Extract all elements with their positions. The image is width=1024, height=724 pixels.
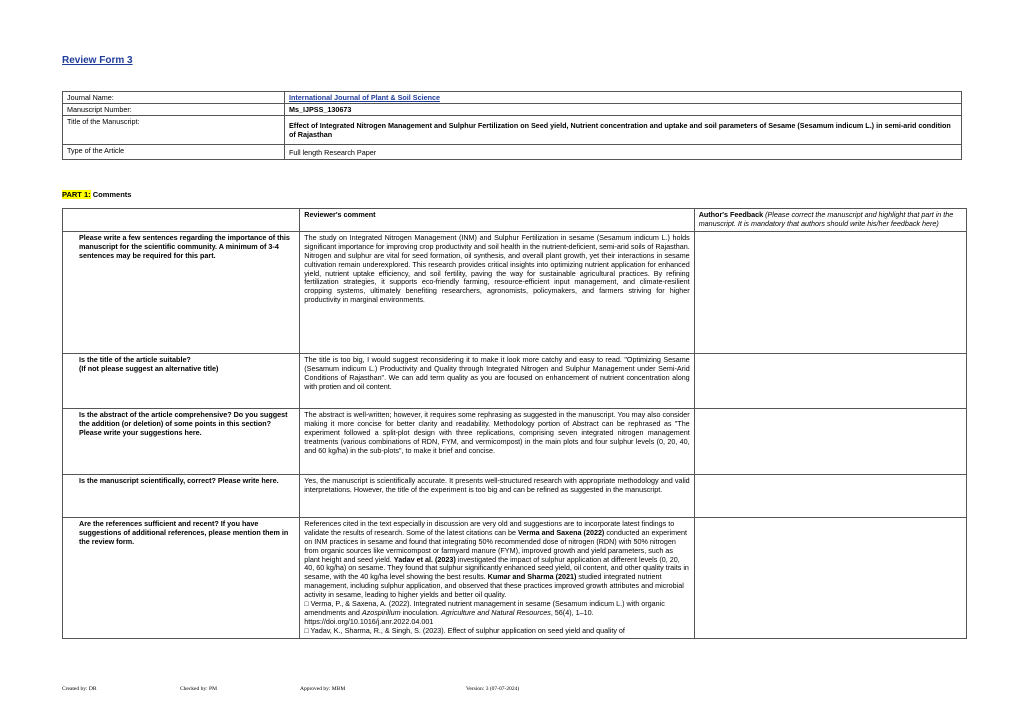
author-feedback-header-title: Author's Feedback xyxy=(698,210,764,219)
table-row xyxy=(63,145,962,160)
footer-checked-by: Checked by: PM xyxy=(180,686,217,692)
reviewer-comment-header: Reviewer's comment xyxy=(300,209,694,232)
journal-link[interactable]: International Journal of Plant & Soil Science xyxy=(289,93,440,102)
table-row xyxy=(63,104,962,116)
text-run: , 56(4), 1–10. https://doi.org/10.1016/j.anr.2022.04.001 xyxy=(304,608,594,626)
text-run: □ Verma, P., & Saxena, A. (2022). Integrated nutrient management in sesame (Sesamum indicum L.) with organic amendments and xyxy=(304,599,665,618)
table-row xyxy=(63,92,962,104)
manuscript-number-value: Ms_IJPSS_130673 xyxy=(285,104,962,116)
text-run: Azospirillum xyxy=(361,608,401,618)
question-cell: Is the title of the article suitable? (If not please suggest an alternative title) xyxy=(63,353,300,408)
comment-cell: The abstract is well-written; however, it requires some rephrasing as suggested in the manuscript. You may also consider making it more concise for better clarity and readability. Methodology portion of Abstract can be rephrased as "The experiment followed a split-plot design with three replications, comprising seven integrated nitrogen management treatments (various combinations of RDN, FYM, and vermicompost) in the main plots and four sulphur levels (0, 20, 40, and 60 kg/ha) in the sub-plots", to make it brief and concise. xyxy=(300,408,694,474)
header-row xyxy=(63,209,967,232)
reference-entry xyxy=(304,600,689,627)
references-paragraph xyxy=(304,520,689,600)
comments-table xyxy=(62,208,967,639)
manuscript-number-label: Manuscript Number: xyxy=(63,104,285,116)
text-run: investigated the impact of sulphur application at different levels (0, 20, 40, 60 kg/ha) on sesame. They found that sulphur significantly enhanced seed yield, oil content, and other quality traits in sesame, with the 40 kg/ha level showing the best results. xyxy=(304,554,689,582)
journal-label: Journal Name: xyxy=(63,92,285,104)
author-feedback-cell[interactable] xyxy=(694,408,966,474)
author-feedback-header xyxy=(694,209,966,232)
author-feedback-cell[interactable] xyxy=(694,353,966,408)
text-run: Agriculture and Natural Resources xyxy=(440,608,551,618)
question-cell: Is the manuscript scientifically, correct? Please write here. xyxy=(63,474,300,517)
question-cell: Is the abstract of the article comprehensive? Do you suggest the addition (or deletion) of some points in this section? Please write your suggestions here. xyxy=(63,408,300,474)
table-row xyxy=(63,408,967,474)
text-run: inoculation. xyxy=(400,608,441,618)
author-feedback-cell[interactable] xyxy=(694,231,966,353)
question-cell: Please write a few sentences regarding the importance of this manuscript for the scientific community. A minimum of 3-4 sentences may be required for this part. xyxy=(63,231,300,353)
text-run: conducted an experiment on INM practices in sesame and found that integrating 50% recommended dose of nitrogen (RDN) with 50% nitrogen from organic sources like vermicompost or farmyard manure (FYM), improved growth and yield parameters, such as plant height and seed yield. xyxy=(304,527,688,564)
manuscript-info-table xyxy=(62,91,962,160)
citation: Kumar and Sharma (2021) xyxy=(487,572,577,582)
part-title: Comments xyxy=(90,190,132,199)
table-row xyxy=(63,517,967,638)
question-header xyxy=(63,209,300,232)
form-title: Review Form 3 xyxy=(62,55,133,66)
footer-version: Version: 3 (07-07-2024) xyxy=(466,686,520,692)
comment-cell: Yes, the manuscript is scientifically accurate. It presents well-structured research with appropriate methodology and valid interpretations. However, the title of the experiment is too big and can be refined as suggested in the manuscript. xyxy=(300,474,694,517)
citation: Verma and Saxena (2022) xyxy=(518,527,605,537)
manuscript-title-label: Title of the Manuscript: xyxy=(63,116,285,145)
text-run: References cited in the text especially in discussion are very old and suggestions are to incorporate latest findings to validate the results of research. Some of the latest citations can be xyxy=(304,518,675,537)
manuscript-title-value: Effect of Integrated Nitrogen Management and Sulphur Fertilization on Seed yield, Nutrient concentration and uptake and soil parameters of Sesame (Sesamum indicum L.) in semi-arid condition of Rajasthan xyxy=(285,116,962,145)
citation: Yadav et al. (2023) xyxy=(393,554,456,564)
part-label: PART 1: xyxy=(62,190,91,199)
author-feedback-header-note: (Please correct the manuscript and highlight that part in the manuscript. It is mandatory that authors should write his/her feedback here) xyxy=(698,210,954,228)
reference-entry: □ Yadav, K., Sharma, R., & Singh, S. (2023). Effect of sulphur application on seed yield and quality of xyxy=(304,625,625,635)
article-type-label: Type of the Article xyxy=(63,145,285,160)
table-row xyxy=(63,116,962,145)
footer-created-by: Created by: DR xyxy=(62,686,97,692)
text-run: studied integrated nutrient management, including sulphur application, and observed that these practices improved growth attributes and microbial activity in sesame, leading to higher yields and better oil quality. xyxy=(304,572,684,600)
comment-cell: The title is too big, I would suggest reconsidering it to make it look more catchy and easy to read. "Optimizing Sesame (Sesamum indicum L.) Productivity and Quality through Integrated Nitrogen and Sulphur Management under Semi-Arid Conditions of Rajasthan". We can add term quality as you are focused on enhancement of nutrient concentration along with protien and oil content. xyxy=(300,353,694,408)
comment-cell: The study on Integrated Nitrogen Management (INM) and Sulphur Fertilization in sesame (Sesamum indicum L.) holds significant importance for improving crop productivity and soil health in the nutrient-deficient, semi-arid soils of Rajasthan. Nitrogen and sulphur are vital for seed formation, oil synthesis, and overall plant growth, yet their interactions in sesame cultivation remain underexplored. This research provides critical insights into optimizing nutrient application for enhanced yield, nutrient uptake efficiency, and soil fertility, paving the way for sustainable agricultural practices. By refining fertilization strategies, it supports eco-friendly farming, resource-efficient input management, and climate-resilient cropping systems, ultimately benefiting researchers, agronomists, policymakers, and farmers striving for higher productivity in marginal environments. xyxy=(300,231,694,353)
article-type-value: Full length Research Paper xyxy=(285,145,962,160)
table-row xyxy=(63,474,967,517)
table-row xyxy=(63,353,967,408)
author-feedback-cell[interactable] xyxy=(694,474,966,517)
author-feedback-cell[interactable] xyxy=(694,517,966,638)
comment-cell xyxy=(300,517,694,638)
part-heading xyxy=(62,190,131,199)
table-row xyxy=(63,231,967,353)
question-cell: Are the references sufficient and recent? If you have suggestions of additional references, please mention them in the review form. xyxy=(63,517,300,638)
footer-approved-by: Approved by: MBM xyxy=(300,686,346,692)
